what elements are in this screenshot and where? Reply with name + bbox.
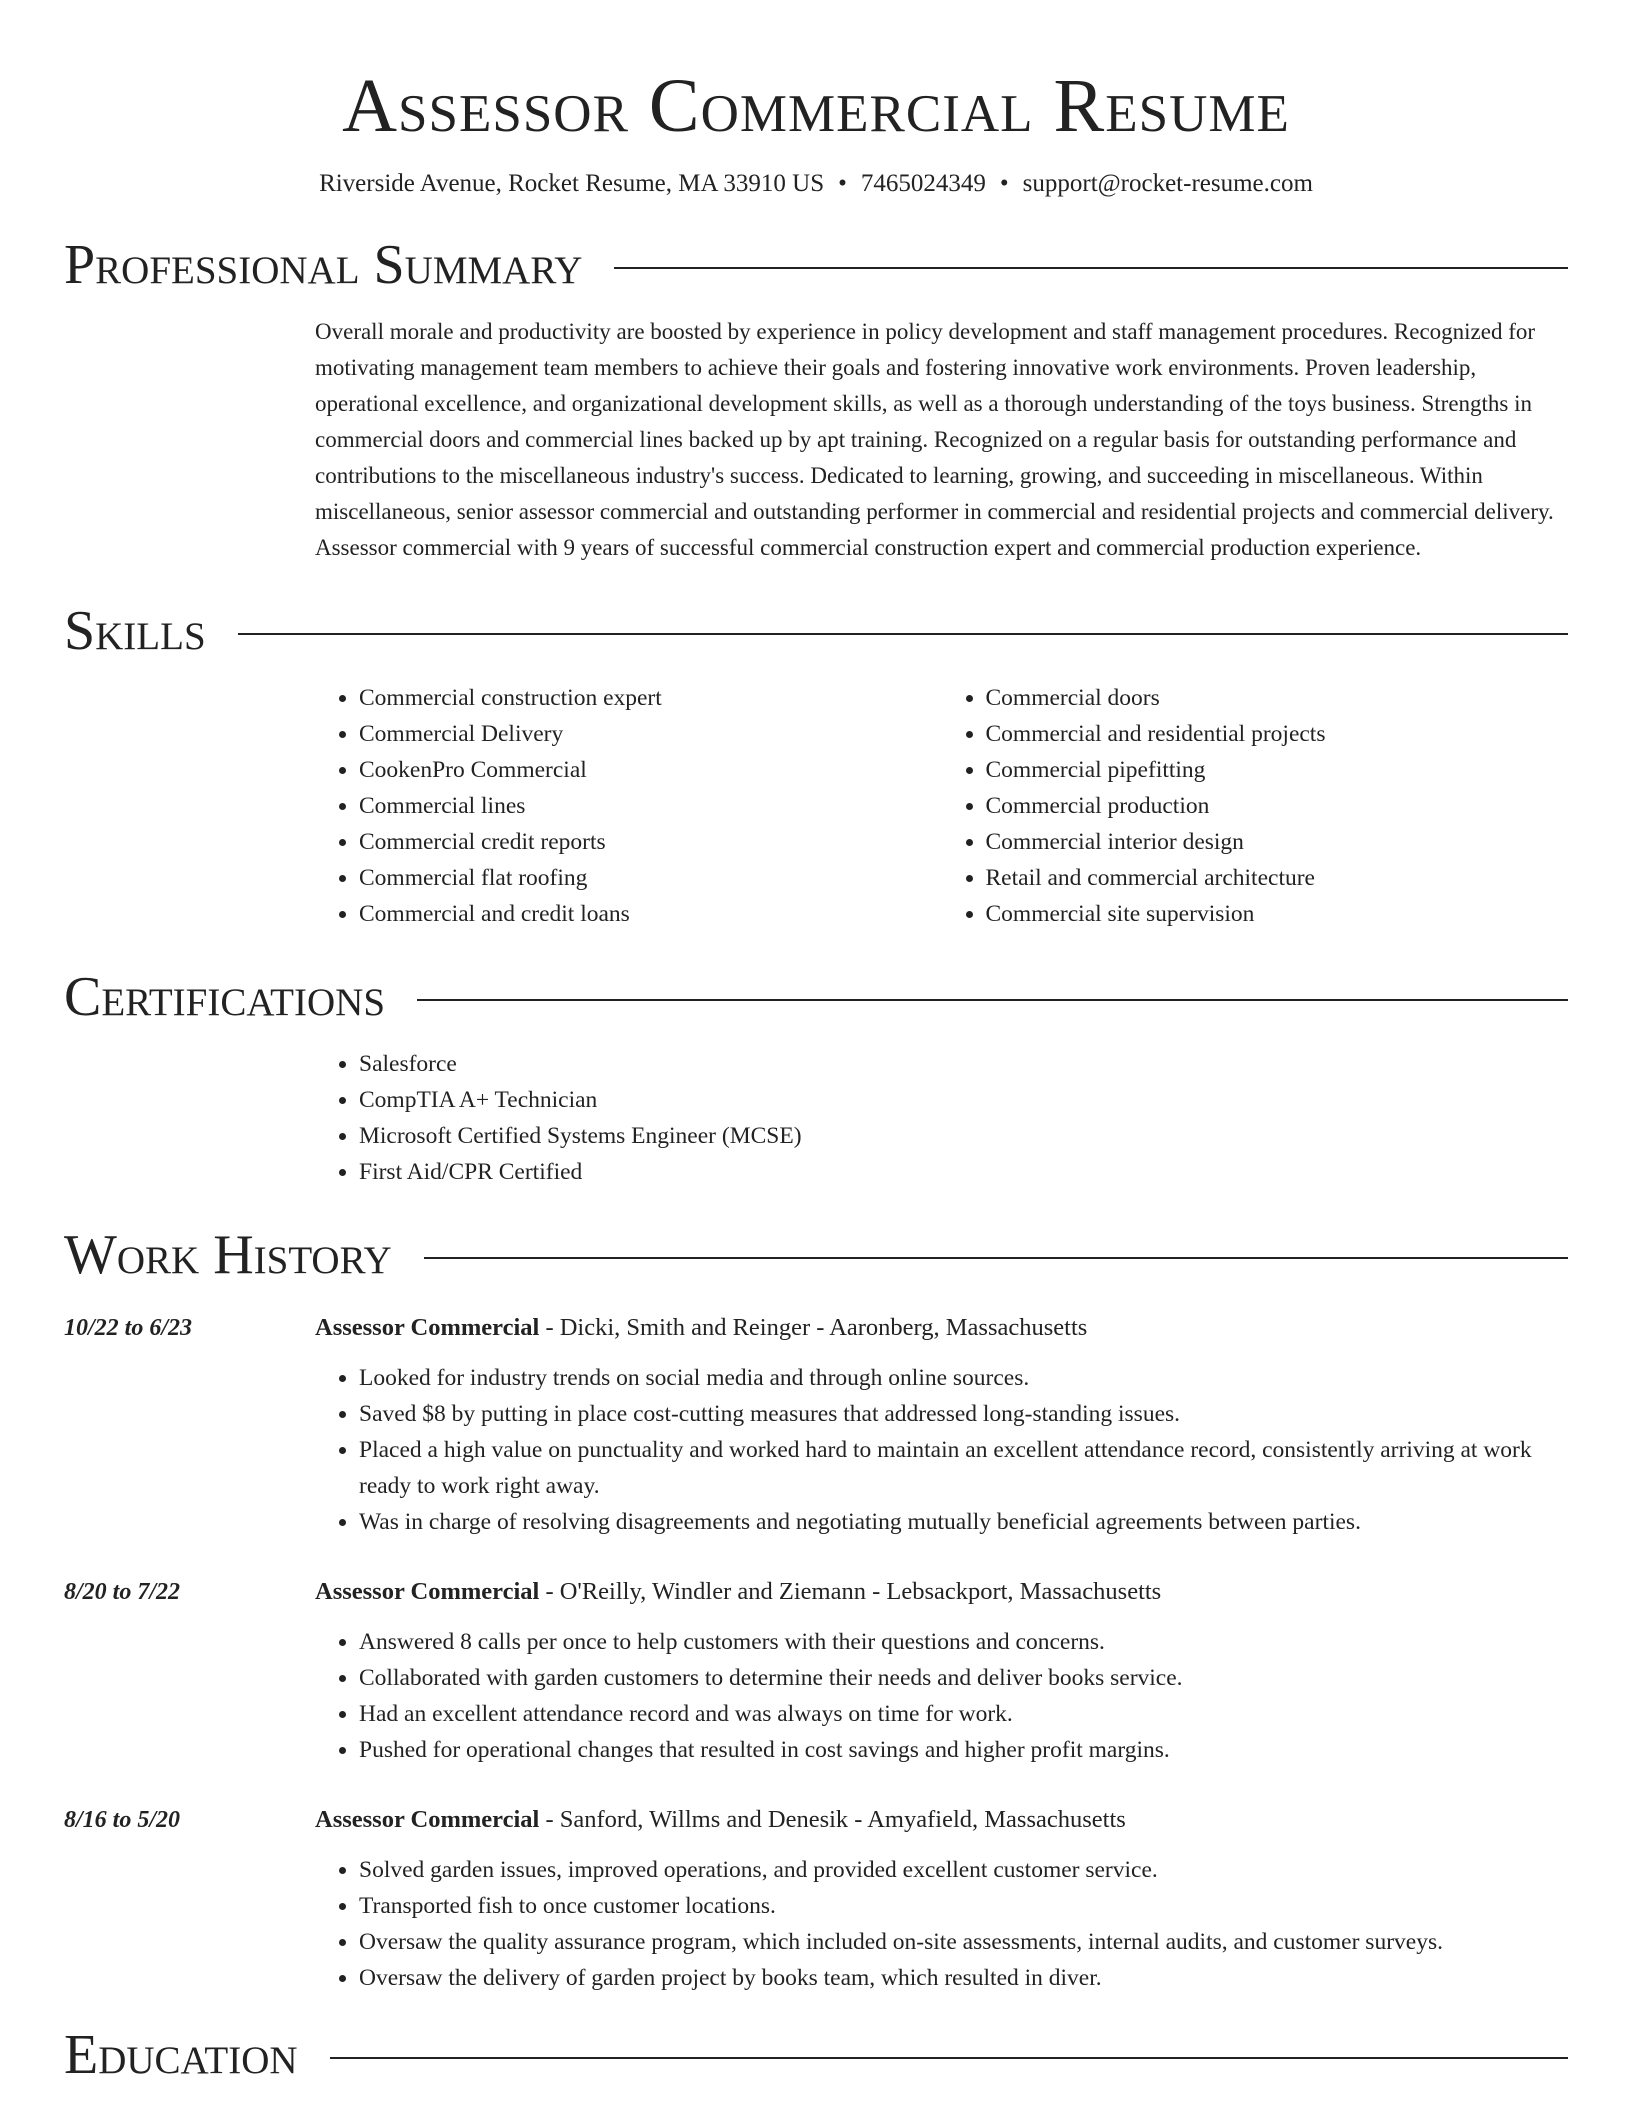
- work-history-section-header: [64, 1224, 1568, 1286]
- resume-page: [64, 0, 1568, 2086]
- job-bullet: • Was in charge of resolving disagreements and negotiating mutually beneficial agreements between parties.: [359, 1504, 1568, 1540]
- skill-item: • Commercial construction expert: [359, 680, 942, 716]
- education-section-header: [64, 2024, 1568, 2086]
- resume-title: Assessor Commercial Resume: [342, 64, 1290, 148]
- job-entry: [64, 1574, 1568, 1768]
- job-dates: 8/16 to 5/20: [64, 1807, 181, 1833]
- job-employer: - O'Reilly, Windler and Ziemann - Lebsackport, Massachusetts: [539, 1578, 1162, 1605]
- job-dates: 8/20 to 7/22: [64, 1579, 181, 1605]
- skill-item: • Commercial interior design: [986, 824, 1569, 860]
- education-heading: Education: [64, 2024, 298, 2086]
- job-bullet: • Solved garden issues, improved operations, and provided excellent customer service.: [359, 1852, 1568, 1888]
- job-heading: [315, 1310, 1568, 1346]
- job-bullet: • Oversaw the quality assurance program, which included on-site assessments, internal audits, and customer surveys.: [359, 1924, 1568, 1960]
- job-bullets: [315, 1360, 1568, 1540]
- section-divider: [614, 267, 1568, 269]
- skill-item: • Commercial Delivery: [359, 716, 942, 752]
- job-entry: [64, 1802, 1568, 1996]
- job-bullets: [315, 1624, 1568, 1768]
- skills-list: [315, 680, 1568, 932]
- skills-section-header: [64, 600, 1568, 662]
- section-divider: [424, 1257, 1568, 1259]
- job-bullet: • Had an excellent attendance record and was always on time for work.: [359, 1696, 1568, 1732]
- job-title: Assessor Commercial: [315, 1314, 540, 1341]
- section-divider: [238, 633, 1568, 635]
- skill-item: • CookenPro Commercial: [359, 752, 942, 788]
- job-heading: [315, 1574, 1568, 1610]
- summary-text: Overall morale and productivity are boosted by experience in policy development and staff management procedures. Recognized for motivating management team members to achieve their goals and fostering innovative work environments. Proven leadership, operational excellence, and organizational development skills, as well as a thorough understanding of the toys business. Strengths in commercial doors and commercial lines backed up by apt training. Recognized on a regular basis for outstanding performance and contributions to the miscellaneous industry's success. Dedicated to learning, growing, and succeeding in miscellaneous. Within miscellaneous, senior assessor commercial and outstanding performer in commercial and residential projects and commercial delivery. Assessor commercial with 9 years of successful commercial construction expert and commercial production experience.: [315, 319, 1554, 560]
- job-employer: - Dicki, Smith and Reinger - Aaronberg, Massachusetts: [539, 1314, 1088, 1341]
- skill-item: • Commercial lines: [359, 788, 942, 824]
- job-entry: [64, 1310, 1568, 1540]
- skill-item: • Commercial pipefitting: [986, 752, 1569, 788]
- job-bullet: • Placed a high value on punctuality and worked hard to maintain an excellent attendance record, consistently arriving at work ready to work right away.: [359, 1432, 1568, 1504]
- job-bullet: • Saved $8 by putting in place cost-cutting measures that addressed long-standing issues.: [359, 1396, 1568, 1432]
- section-divider: [330, 2057, 1568, 2059]
- work-history-heading: Work History: [64, 1224, 392, 1286]
- job-bullet: • Answered 8 calls per once to help customers with their questions and concerns.: [359, 1624, 1568, 1660]
- skills-column-right: [942, 680, 1569, 932]
- job-employer: - Sanford, Willms and Denesik - Amyafield, Massachusetts: [539, 1806, 1126, 1833]
- job-bullet: • Oversaw the delivery of garden project by books team, which resulted in diver.: [359, 1960, 1568, 1996]
- contact-separator: •: [838, 170, 847, 197]
- certifications-section-header: [64, 966, 1568, 1028]
- skill-item: • Commercial production: [986, 788, 1569, 824]
- certifications-list: [315, 1046, 1568, 1190]
- contact-line: [64, 168, 1568, 200]
- skills-column-left: [315, 680, 942, 932]
- certification-item: • Microsoft Certified Systems Engineer (MCSE): [359, 1118, 1568, 1154]
- job-title: Assessor Commercial: [315, 1806, 540, 1833]
- contact-separator: •: [999, 170, 1009, 197]
- certifications-heading: Certifications: [64, 966, 386, 1028]
- contact-email: support@rocket-resume.com: [1022, 170, 1313, 197]
- contact-address: Riverside Avenue, Rocket Resume, MA 33910 US: [319, 170, 825, 197]
- job-dates: 10/22 to 6/23: [64, 1315, 193, 1341]
- skill-item: • Commercial and credit loans: [359, 896, 942, 932]
- summary-section-header: [64, 234, 1568, 296]
- skill-item: • Commercial site supervision: [986, 896, 1569, 932]
- summary-heading: Professional Summary: [64, 234, 583, 296]
- skill-item: • Commercial doors: [986, 680, 1569, 716]
- job-title: Assessor Commercial: [315, 1578, 540, 1605]
- section-divider: [417, 999, 1568, 1001]
- skill-item: • Commercial and residential projects: [986, 716, 1569, 752]
- job-bullet: • Collaborated with garden customers to determine their needs and deliver books service.: [359, 1660, 1568, 1696]
- certification-item: • Salesforce: [359, 1046, 1568, 1082]
- job-bullet: • Transported fish to once customer locations.: [359, 1888, 1568, 1924]
- skill-item: • Retail and commercial architecture: [986, 860, 1569, 896]
- job-heading: [315, 1802, 1568, 1838]
- job-bullet: • Looked for industry trends on social media and through online sources.: [359, 1360, 1568, 1396]
- certification-item: • CompTIA A+ Technician: [359, 1082, 1568, 1118]
- job-bullet: • Pushed for operational changes that resulted in cost savings and higher profit margins.: [359, 1732, 1568, 1768]
- certification-item: • First Aid/CPR Certified: [359, 1154, 1568, 1190]
- skills-heading: Skills: [64, 600, 206, 662]
- skill-item: • Commercial flat roofing: [359, 860, 942, 896]
- contact-phone: 7465024349: [860, 170, 986, 197]
- skill-item: • Commercial credit reports: [359, 824, 942, 860]
- job-bullets: [315, 1852, 1568, 1996]
